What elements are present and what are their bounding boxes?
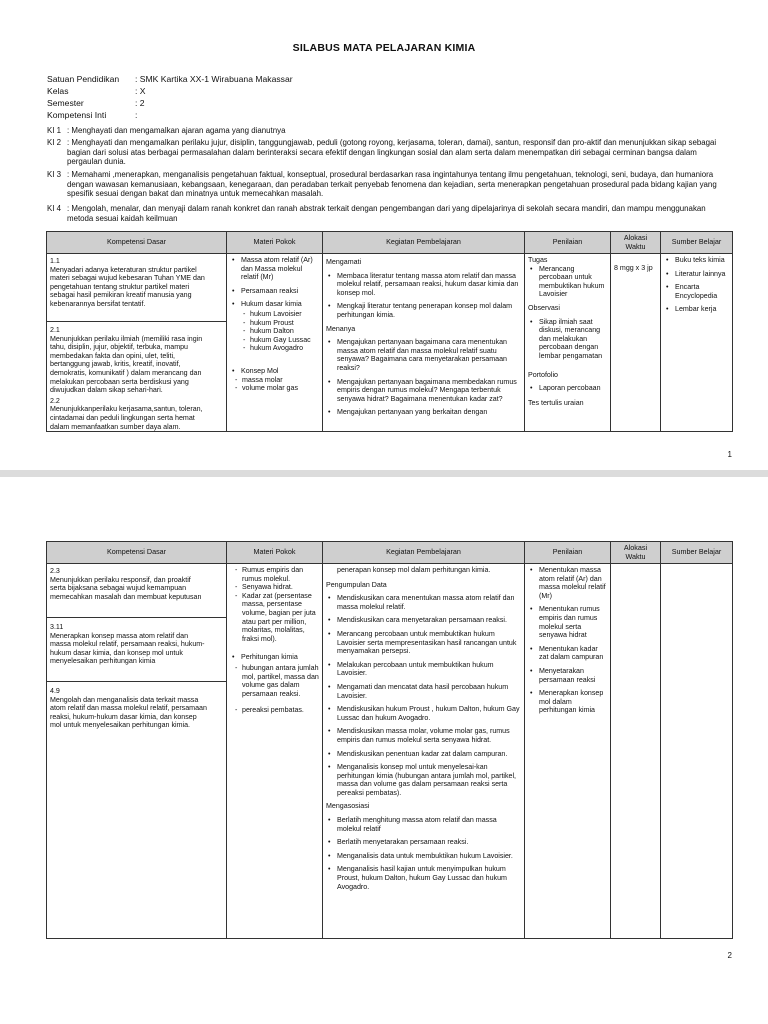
section-heading: Pengumpulan Data [326, 580, 387, 589]
syllabus-table-page-2 [46, 541, 733, 939]
page-number: 1 [727, 450, 732, 459]
kd-text: Mengolah dan menganalisis data terkait massa atom relatif dan massa molekul relatif, persamaan reaksi, hukum-hukum dasar kimia, dan konsep mol untuk menyelesaikan perhitungan kimia. [50, 695, 207, 730]
materi-list [230, 566, 319, 643]
column-header: Penilaian [525, 542, 611, 564]
identity-value: : X [135, 86, 146, 96]
document-page-1 [0, 0, 768, 470]
kegiatan-pembelajaran-cell [323, 254, 525, 432]
kompetensi-dasar-cell [47, 254, 227, 432]
mol-list [230, 376, 319, 393]
table-row [47, 564, 733, 939]
activity-list [326, 272, 521, 320]
list-item: • Mengajukan pertanyaan yang berkaitan dengan [337, 408, 521, 417]
list-item: - hukum Avogadro [250, 344, 319, 353]
kd-number: 2.2 [50, 396, 60, 405]
list-item: • Hukum dasar kimia [241, 300, 319, 309]
kd-text: Menyadari adanya keteraturan struktur partikel materi sebagai wujud kebesaran Tuhan YME dan pengetahuan tentang struktur partikel materi sebagai hasil pemikiran kreatif manusia yang kebenarannya bersifat tentatif. [50, 265, 205, 308]
list-item: • Lembar kerja [675, 305, 729, 314]
hukum-list [230, 310, 319, 353]
list-item: • Berlatih menyetarakan persamaan reaksi. [337, 838, 521, 847]
list-item: • Melakukan percobaan untuk membuktikan hukum Lavoisier. [337, 661, 521, 678]
list-item: - massa molar [242, 376, 319, 385]
section-heading: Mengamati [326, 258, 362, 266]
list-item: • Mendiskusikan cara menyetarakan persamaan reaksi. [337, 616, 521, 625]
list-item: • Persamaan reaksi [241, 287, 319, 296]
identity-label: Semester [47, 98, 84, 108]
list-item: • Mengajukan pertanyaan bagaimana cara menentukan massa atom relatif dan massa molekul relatif suatu senyawa? Bagaimana cara menyetarakan persamaan reaksi? [337, 338, 521, 372]
list-item: • Encarta Encyclopedia [675, 283, 729, 300]
source-list [664, 256, 729, 314]
document-page-2 [0, 477, 768, 1024]
identity-label: Kompetensi Inti [47, 110, 107, 120]
list-item: - Rumus empiris dan rumus molekul. [242, 566, 319, 583]
list-item: • Sikap ilmiah saat diskusi, merancang dan melakukan percobaan dengan lembar pengamatan [539, 318, 607, 361]
kd-text: Menerapkan konsep massa atom relatif dan massa molekul relatif, persamaan reaksi, hukum-hukum dasar kimia, dan konsep mol untuk menyelesaikan perhitungan kimia [50, 631, 205, 666]
identity-row [47, 86, 146, 97]
kegiatan-pembelajaran-cell [323, 564, 525, 939]
materi-pokok-cell [227, 564, 323, 939]
section-heading: Mengasosiasi [326, 802, 370, 811]
list-item: • Mengkaji literatur tentang penerapan konsep mol dalam perhitungan kimia. [337, 302, 521, 319]
materi-pokok-cell [227, 254, 323, 432]
list-item: • Merancang percobaan untuk membuktikan hukum Lavoisier serta mempresentasikan hasil rancangan untuk menyamakan persepsi. [337, 630, 521, 656]
kd-number: 4.9 [50, 687, 60, 695]
assessment-list [528, 265, 607, 299]
list-item: • Menganalisis hasil kajian untuk menyimpulkan hukum Proust, hukum Dalton, hukum Gay Lussac dan hukum Avogadro. [337, 865, 521, 891]
section-heading: Tes tertulis uraian [528, 398, 584, 407]
list-item: • Laporan percobaan [539, 384, 607, 393]
identity-label: Satuan Pendidikan [47, 74, 120, 84]
table-header-row [47, 542, 733, 564]
list-item: • Menganalisis konsep mol untuk menyelesai-kan perhitungan kimia (hubungan antara jumlah mol, partikel, massa dan volume gas dalam persamaan reaksi serta pereaksi pembatas). [337, 763, 521, 797]
list-item: • Mengamati dan mencatat data hasil percobaan hukum Lavoisier. [337, 683, 521, 700]
list-item: - hukum Proust [250, 319, 319, 328]
materi-list [230, 367, 319, 376]
list-item: • Mengajukan pertanyaan bagaimana membedakan rumus empiris dengan rumus molekul? Mengapa terbentuk senyawa hidrat? Bagaimana menentukan kadar zat? [337, 378, 521, 404]
ki-text: : Memahami ,menerapkan, menganalisis pengetahuan faktual, konseptual, prosedural berdasarkan rasa ingintahunya tentang ilmu pengetahuan, teknologi, seni, budaya, dan humaniora dengan wawasan kemanusiaan, kebangsaan, kenegaraan, dan peradaban terkait penyebab fenomena dan kejadian, serta menerapkan pengetahuan prosedural pada bidang kajian yang spesifik sesuai dengan bakat dan minatnya untuk memecahkan masalah. [67, 170, 717, 199]
list-item: • Membaca literatur tentang massa atom relatif dan massa molekul relatif, persamaan reaksi, hukum dasar kimia dan konsep mol. [337, 272, 521, 298]
list-item: • Mendiskusikan hukum Proust , hukum Dalton, hukum Gay Lussac dan hukum Avogadro. [337, 705, 521, 722]
list-item: - volume molar gas [242, 384, 319, 393]
list-item: • Menentukan kadar zat dalam campuran [539, 645, 607, 662]
ki-text: : Menghayati dan mengamalkan ajaran agama yang dianutnya [67, 126, 286, 135]
activity-list [326, 594, 521, 797]
list-item: - Kadar zat (persentase massa, persentase volume, bagian per juta atau part per million, molaritas, molalitas, fraksi mol). [242, 592, 319, 644]
section-heading: Menanya [326, 324, 356, 333]
identity-value: : 2 [135, 98, 145, 108]
section-heading: Observasi [528, 303, 560, 312]
identity-label: Kelas [47, 86, 69, 96]
list-item: • Massa atom relatif (Ar) dan Massa molekul relatif (Mr) [241, 256, 319, 282]
kd-item [47, 618, 226, 682]
kd-text: Menunjukkanperilaku kerjasama,santun, toleran, cintadamai dan peduli lingkungan serta hemat dalam memanfaatkan sumber daya alam. [50, 405, 203, 431]
list-item: - hukum Gay Lussac [250, 336, 319, 345]
column-header: Penilaian [525, 232, 611, 254]
kd-number: 2.1 [50, 326, 60, 334]
list-item: • Mendiskusikan penentuan kadar zat dalam campuran. [337, 750, 521, 759]
table-header-row [47, 232, 733, 254]
assessment-list [528, 566, 607, 715]
section-heading: Tugas [528, 256, 548, 264]
list-item: • Literatur lainnya [675, 270, 729, 279]
column-header: Materi Pokok [227, 542, 323, 564]
materi-list [230, 653, 319, 662]
column-header: Sumber Belajar [661, 232, 733, 254]
alokasi-waktu-cell [611, 564, 661, 939]
penilaian-cell [525, 564, 611, 939]
kd-number: 3.11 [50, 623, 64, 631]
column-header: Kompetensi Dasar [47, 232, 227, 254]
list-item: • Mendiskusikan massa molar, volume molar gas, rumus empiris dan rumus molekul serta senyawa hidrat. [337, 727, 521, 744]
kd-item [47, 322, 226, 395]
column-header: Sumber Belajar [661, 542, 733, 564]
ki-text: : Menghayati dan mengamalkan perilaku jujur, disiplin, tanggungjawab, peduli (gotong royong, kerjasama, toleran, damai), santun, responsif dan pro-aktif dan menunjukkan sikap sebagai bagian dari solusi atas berbagai permasalahan dalam berinteraksi secara efektif dengan lingkungan sosial dan alam serta dalam menempatkan diri sebagai cerminan bangsa dalam pergaulan dunia. [67, 138, 717, 167]
column-header: Alokasi Waktu [611, 542, 661, 564]
document-title: SILABUS MATA PELAJARAN KIMIA [292, 42, 476, 54]
ki-text: : Mengolah, menalar, dan menyaji dalam ranah konkret dan ranah abstrak terkait dengan pengembangan dari yang dipelajarinya di sekolah secara mandiri, dan mampu menggunakan metoda sesuai kaidah keilmuan [67, 204, 706, 223]
list-item: • Berlatih menghitung massa atom relatif dan massa molekul relatif [337, 816, 521, 833]
ki-number: KI 1 [47, 126, 62, 135]
kd-text: Menunjukkan perilaku ilmiah (memiliki rasa ingin tahu, disiplin, jujur, objektif, terbuka, mampu membedakan fakta dan opini, ulet, teliti, bertanggung jawab, kritis, kreatif, inovatif, demokratis, komunikatif ) dalam merancang dan melakukan percobaan serta berdiskusi yang diwujudkan dalam sikap sehari-hari. [50, 334, 203, 395]
column-header: Kompetensi Dasar [47, 542, 227, 564]
list-item: - pereaksi pembatas. [242, 706, 319, 715]
activity-list [326, 816, 521, 891]
kd-item [47, 682, 226, 730]
kompetensi-dasar-cell [47, 564, 227, 939]
ki-number: KI 3 [47, 170, 62, 179]
list-item: • Menentukan rumus empiris dan rumus molekul serta senyawa hidrat [539, 605, 607, 639]
list-item: - hukum Lavoisier [250, 310, 319, 319]
alokasi-waktu-cell: 8 mgg x 3 jp [611, 254, 661, 432]
list-item: - hukum Dalton [250, 327, 319, 336]
sumber-belajar-cell [661, 254, 733, 432]
assessment-list [528, 318, 607, 361]
list-item: • Menyetarakan persamaan reaksi [539, 667, 607, 684]
identity-row [47, 110, 137, 121]
list-item: - Senyawa hidrat. [242, 583, 319, 592]
column-header: Kegiatan Pembelajaran [323, 542, 525, 564]
list-item: • Mendiskusikan cara menentukan massa atom relatif dan massa molekul relatif. [337, 594, 521, 611]
section-heading: Portofolio [528, 370, 558, 379]
column-header: Alokasi Waktu [611, 232, 661, 254]
list-item: • Konsep Mol [241, 367, 319, 376]
kd-text: Menunjukkan perilaku responsif, dan proaktif serta bijaksana sebagai wujud kemampuan memecahkan masalah dan membuat keputusan [50, 575, 202, 601]
continued-text: penerapan konsep mol dalam perhitungan kimia. [337, 566, 491, 574]
materi-list [230, 664, 319, 715]
kd-item [47, 395, 226, 431]
activity-list [326, 338, 521, 417]
list-item: • Buku teks kimia [675, 256, 729, 265]
identity-value: : SMK Kartika XX-1 Wirabuana Makassar [135, 74, 293, 84]
table-row [47, 254, 733, 432]
page-number: 2 [727, 951, 732, 960]
list-item: • Menganalisis data untuk membuktikan hukum Lavoisier. [337, 852, 521, 861]
column-header: Kegiatan Pembelajaran [323, 232, 525, 254]
list-item: - hubungan antara jumlah mol, partikel, massa dan volume gas dalam persamaan reaksi. [242, 664, 319, 698]
identity-value: : [135, 110, 138, 120]
column-header: Materi Pokok [227, 232, 323, 254]
ki-number: KI 2 [47, 138, 62, 147]
identity-row [47, 74, 293, 85]
kd-number: 1.1 [50, 257, 60, 265]
sumber-belajar-cell [661, 564, 733, 939]
list-item: • Menentukan massa atom relatif (Ar) dan massa molekul relatif (Mr) [539, 566, 607, 600]
materi-list [230, 256, 319, 309]
kd-item [47, 564, 226, 618]
identity-row [47, 98, 145, 109]
list-item: • Merancang percobaan untuk membuktikan hukum Lavoisier [539, 265, 607, 299]
syllabus-table-page-1 [46, 231, 733, 432]
assessment-list [528, 384, 607, 393]
penilaian-cell [525, 254, 611, 432]
kd-number: 2.3 [50, 567, 60, 575]
list-item: • Menerapkan konsep mol dalam perhitungan kimia [539, 689, 607, 715]
list-item: • Perhitungan kimia [241, 653, 319, 662]
ki-number: KI 4 [47, 204, 62, 213]
kd-item [47, 254, 226, 322]
